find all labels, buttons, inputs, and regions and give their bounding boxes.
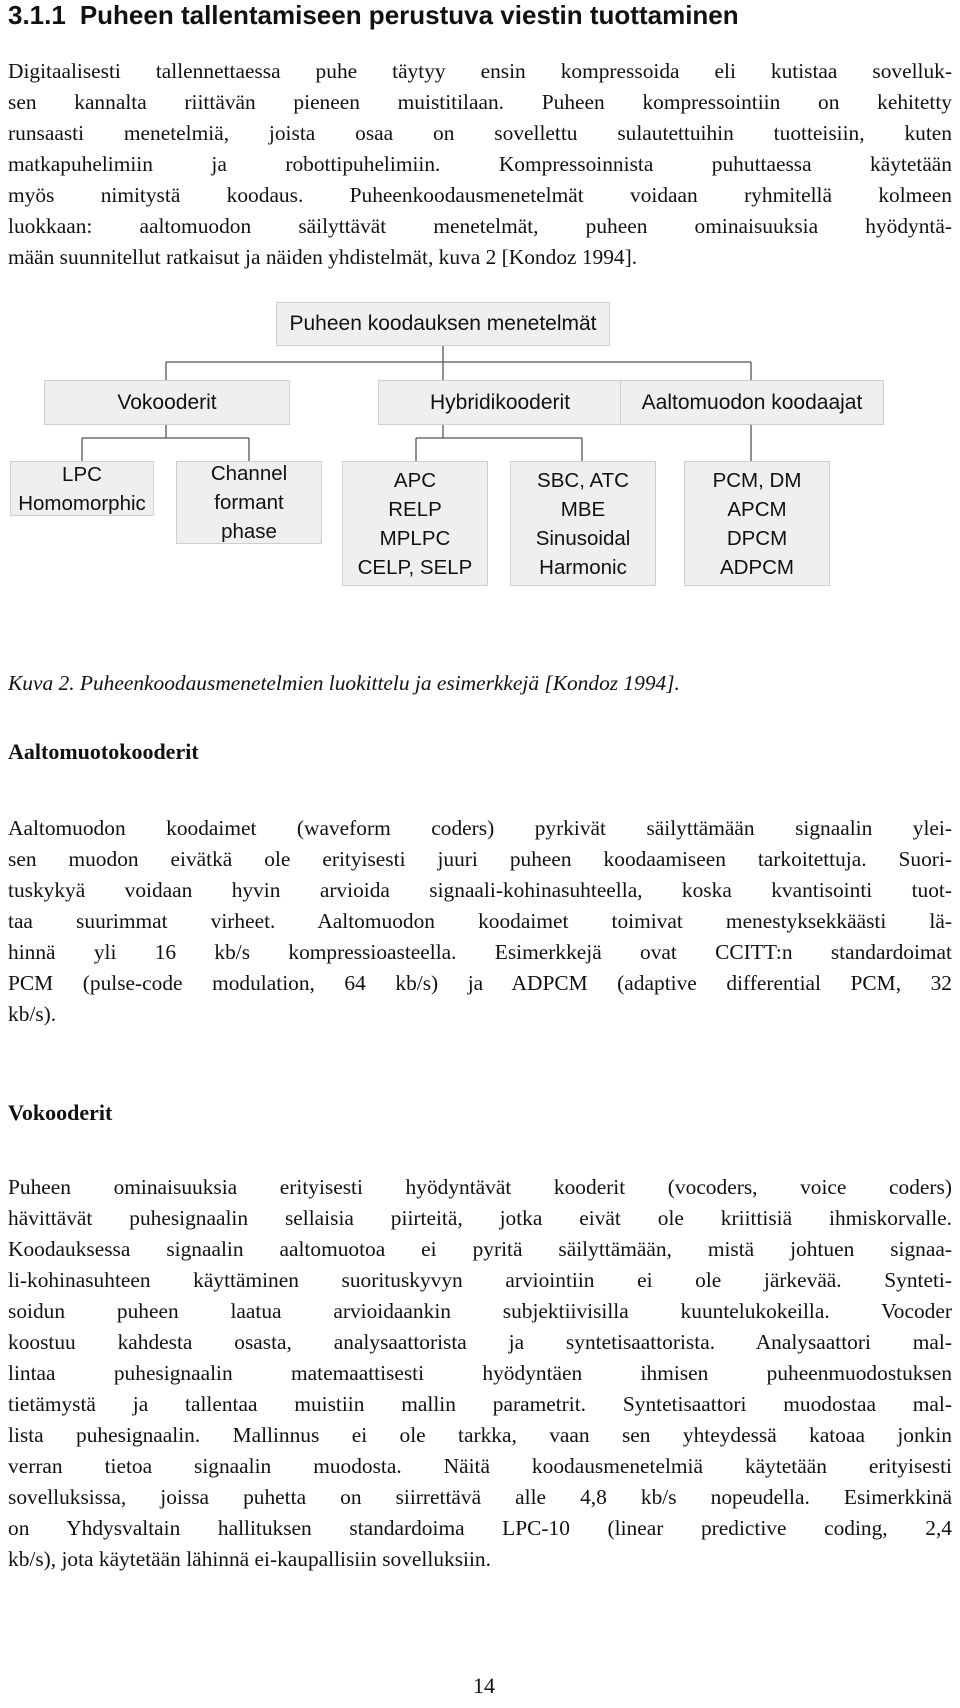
figure-caption: Kuva 2. Puheenkoodausmenetelmien luokittelu ja esimerkkejä [Kondoz 1994]. — [8, 671, 680, 695]
section-number: 3.1.1 — [8, 0, 66, 30]
page-number: 14 — [473, 1673, 495, 1698]
waveform-heading: Aaltomuotokooderit — [8, 739, 199, 764]
leaf-line: Sinusoidal — [535, 526, 631, 550]
leaf-line: Homomorphic — [18, 491, 146, 515]
waveform-line: taa suurimmat virheet. Aaltomuodon koodaimet toimivat menestyksekkäästi lä- — [8, 909, 952, 933]
intro-line: matkapuhelimiin ja robottipuhelimiin. Kompressoinnista puhuttaessa käytetään — [8, 152, 952, 176]
vocoder-paragraph — [8, 1172, 952, 1575]
waveform-line: tuskykyä voidaan hyvin arvioida signaali-kohinasuhteella, koska kvantisointi tuot- — [8, 878, 952, 902]
vocoder-line: hävittävät puhesignaalin sellaisia piirteitä, jotka eivät ole kriittisiä ihmiskorvalle. — [8, 1206, 952, 1230]
vocoder-line: li-kohinasuhteen käyttäminen suorituskyvyn arviointiin ei ole järkevää. Synteti- — [8, 1268, 952, 1292]
diagram-root-label: Puheen koodauksen menetelmät — [289, 312, 597, 335]
vocoder-heading: Vokooderit — [8, 1100, 113, 1125]
waveform-paragraph — [8, 813, 952, 1030]
vocoder-line: verran tietoa signaalin muodosta. Näitä koodausmenetelmiä käytetään erityisesti — [8, 1454, 952, 1478]
intro-line: sen kannalta riittävän pieneen muistitilaan. Puheen kompressointiin on kehitetty — [8, 90, 952, 114]
leaf-line: DPCM — [726, 526, 788, 550]
vocoder-line: tietämystä ja tallentaa muistiin mallin parametrit. Syntetisaattori muodostaa mal- — [8, 1392, 952, 1416]
leaf-line: PCM, DM — [712, 468, 802, 492]
vocoder-line: koostuu kahdesta osasta, analysaattorista ja syntetisaattorista. Analysaattori mal- — [8, 1330, 952, 1354]
waveform-line: Aaltomuodon koodaimet (waveform coders) pyrkivät säilyttämään signaalin ylei- — [8, 816, 952, 840]
diagram-root-box — [276, 302, 610, 346]
intro-line: myös nimitystä koodaus. Puheenkoodausmenetelmät voidaan ryhmitellä kolmeen — [8, 183, 952, 207]
leaf-line: MBE — [560, 497, 606, 521]
leaf-line: Channel — [210, 462, 288, 485]
section-title: Puheen tallentamiseen perustuva viestin tuottaminen — [79, 0, 739, 30]
vocoder-line: Koodauksessa signaalin aaltomuotoa ei pyritä säilyttämään, mistä johtuen signaa- — [8, 1237, 952, 1261]
coding-methods-diagram — [8, 312, 960, 650]
leaf-line: LPC — [62, 462, 102, 486]
category-label: Vokooderit — [117, 390, 217, 414]
vocoder-line: lintaa puhesignaalin matemaattisesti hyödyntäen ihmisen puheenmuodostuksen — [8, 1361, 952, 1385]
leaf-line: RELP — [388, 497, 442, 521]
leaf-line: Harmonic — [539, 555, 627, 579]
intro-line: Digitaalisesti tallennettaessa puhe täytyy ensin kompressoida eli kutistaa sovelluk- — [8, 59, 952, 83]
leaf-line: ADPCM — [719, 555, 795, 579]
leaf-box-lpc — [10, 461, 154, 516]
waveform-line: PCM (pulse-code modulation, 64 kb/s) ja ADPCM (adaptive differential PCM, 32 — [8, 971, 952, 995]
waveform-line: hinnä yli 16 kb/s kompressioasteella. Esimerkkejä ovat CCITT:n standardoimat — [8, 940, 952, 964]
intro-line: runsaasti menetelmiä, joista osaa on sovellettu sulautettuihin tuotteisiin, kuten — [8, 121, 952, 145]
vocoder-line: Puheen ominaisuuksia erityisesti hyödyntävät kooderit (vocoders, voice coders) — [8, 1175, 952, 1199]
category-box-vokooderit — [44, 380, 290, 425]
leaf-box-channel — [176, 461, 322, 544]
leaf-line: APC — [393, 468, 437, 492]
intro-line: luokkaan: aaltomuodon säilyttävät menetelmät, puheen ominaisuuksia hyödyntä- — [8, 214, 952, 238]
vocoder-line: on Yhdysvaltain hallituksen standardoima LPC-10 (linear predictive coding, 2,4 — [8, 1516, 952, 1540]
leaf-line: APCM — [727, 497, 787, 521]
vocoder-line: kb/s), jota käytetään lähinnä ei-kaupallisiin sovelluksiin. — [8, 1547, 491, 1571]
leaf-line: phase — [221, 520, 277, 543]
category-box-hybridikooderit — [378, 380, 622, 425]
vocoder-line: sovelluksissa, joissa puhetta on siirrettävä alle 4,8 kb/s nopeudella. Esimerkkinä — [8, 1485, 952, 1509]
waveform-line: sen muodon eivätkä ole erityisesti juuri puheen koodaamiseen tarkoitettuja. Suori- — [8, 847, 952, 871]
leaf-line: CELP, SELP — [357, 555, 473, 579]
waveform-line: kb/s). — [8, 1002, 57, 1026]
leaf-line: SBC, ATC — [537, 468, 629, 492]
leaf-box-sbc — [510, 461, 656, 586]
leaf-line: MPLPC — [379, 526, 451, 550]
category-label: Aaltomuodon koodaajat — [641, 390, 863, 414]
leaf-box-apc — [342, 461, 488, 586]
category-label: Hybridikooderit — [429, 390, 571, 414]
leaf-line: formant — [214, 491, 284, 514]
intro-paragraph — [8, 56, 952, 273]
vocoder-line: soidun puheen laatua arvioidaankin subjektiivisilla kuuntelukokeilla. Vocoder — [8, 1299, 952, 1323]
vocoder-line: lista puhesignaalin. Mallinnus ei ole tarkka, vaan sen yhteydessä katoaa jonkin — [8, 1423, 952, 1447]
intro-line: mään suunnitellut ratkaisut ja näiden yhdistelmät, kuva 2 [Kondoz 1994]. — [8, 245, 638, 269]
category-box-aaltomuodon — [620, 380, 884, 425]
section-heading — [8, 0, 739, 30]
leaf-box-pcm — [684, 461, 830, 586]
